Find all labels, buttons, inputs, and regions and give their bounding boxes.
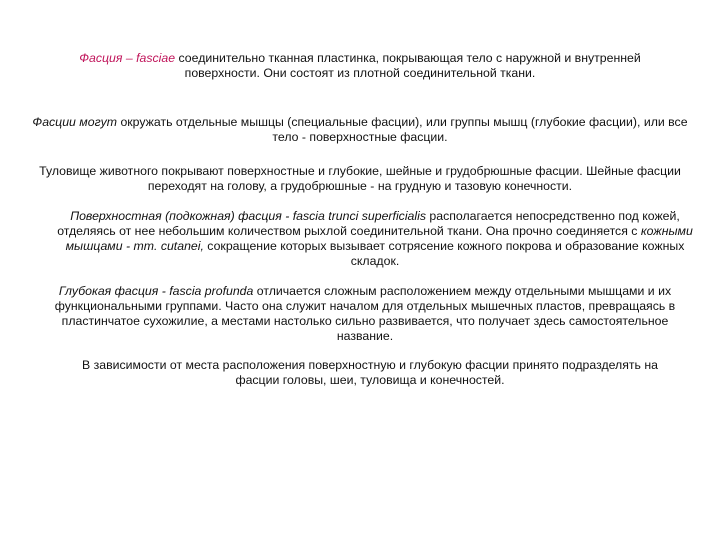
superficial-text-a: располагается непосредственно под кожей, отделяясь от нее небольшим количеством рыхлой соединительной ткани. Она прочно соединяется с bbox=[57, 209, 680, 238]
paragraph-fascia-types bbox=[20, 115, 700, 145]
trunk-text: Туловище животного покрывают поверхностные и глубокие, шейные и грудобрюшные фасции. Шейные фасции переходят на голову, а грудобрюшные - на грудную и тазовую конечности. bbox=[39, 164, 681, 193]
term-superficial-fascia: Поверхностная (подкожная) фасция - fascia trunci superficialis bbox=[70, 209, 427, 223]
types-text: окружать отдельные мышцы (специальные фасции), или группы мышц (глубокие фасции), или все тело - поверхностные фасции. bbox=[117, 115, 688, 144]
paragraph-fascia-classification bbox=[60, 358, 680, 388]
lead-fascia-may: Фасции могут bbox=[32, 115, 118, 129]
term-skin-muscles: кожными мышцами - mm. cutanei, bbox=[65, 224, 693, 253]
definition-text: соединительно тканная пластинка, покрывающая тело с наружной и внутренней поверхности. Они состоят из плотной соединительной ткани. bbox=[175, 51, 641, 80]
paragraph-superficial-fascia bbox=[50, 209, 700, 269]
deep-text: отличается сложным расположением между отдельными мышцами и их функциональными группами. Часто она служит началом для отдельных мышечных пластов, превращаясь в пластинчатое сухожилие, а местами настолько сильно развивается, что получает здесь самостоятельное название. bbox=[54, 284, 676, 343]
paragraph-deep-fascia bbox=[40, 284, 690, 344]
term-deep-fascia: Глубокая фасция - fascia profunda bbox=[58, 284, 254, 298]
classification-text: В зависимости от места расположения поверхностную и глубокую фасции принято подразделять на фасции головы, шеи, туловища и конечностей. bbox=[82, 358, 658, 387]
superficial-text-b: сокращение которых вызывает сотрясение кожного покрова и образование кожных складок. bbox=[203, 239, 685, 268]
term-fascia: Фасция – fasciae bbox=[79, 51, 176, 65]
paragraph-fascia-definition bbox=[40, 51, 680, 81]
paragraph-trunk-fasciae bbox=[20, 164, 700, 194]
